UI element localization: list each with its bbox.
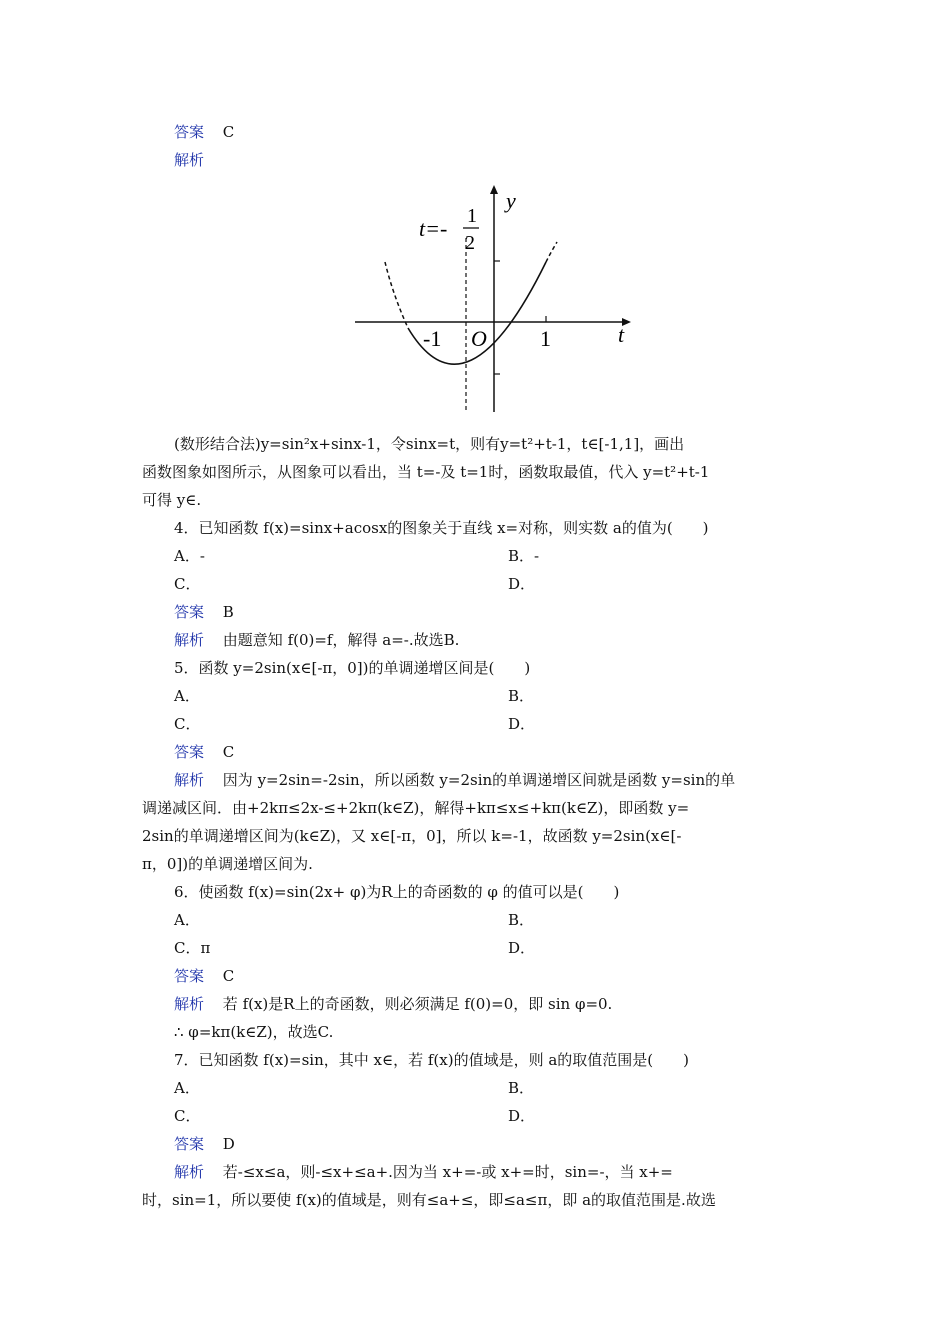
q5-answer-line [174,742,234,762]
q7-analysis-line1 [174,1162,673,1182]
tick-1-label: 1 [540,326,551,351]
q6-option-a: A． [174,911,200,929]
answer-value: C [222,967,235,985]
origin-label: O [471,326,487,351]
answer-label: 答案 [174,967,205,985]
q7-option-d: D． [508,1107,536,1125]
q3-analysis-line1: (数形结合法)y=sin²x+sinx-1，令sinx=t，则有y=t²+t-1，t∈[-1,1]，画出 [174,435,685,453]
q3-analysis-line2: 函数图象如图所示，从图象可以看出，当 t=-及 t=1时，函数取最值，代入 y=t²+t-1 [142,463,710,481]
q5-analysis-line4: π，0])的单调递增区间为. [142,855,313,873]
q4-option-c: C． [174,575,201,593]
answer-label: 答案 [174,123,205,141]
parabola-graph [343,180,645,418]
q7-option-c: C． [174,1107,201,1125]
answer-value: C [222,123,235,141]
answer-label: 答案 [174,743,205,761]
analysis-label: 解析 [174,631,205,649]
analysis-text: 因为 y=2sin=-2sin，所以函数 y=2sin的单调递增区间就是函数 y=sin的单 [222,771,736,789]
analysis-label: 解析 [174,1163,205,1181]
q4-option-d: D． [508,575,536,593]
q7-answer-line [174,1134,235,1154]
q6-option-c: C．π [174,939,211,957]
analysis-label: 解析 [174,995,205,1013]
analysis-label: 解析 [174,771,205,789]
q6-analysis-line1 [174,994,612,1014]
q5-option-c: C． [174,715,201,733]
analysis-text: 若-≤x≤a，则-≤x+≤a+.因为当 x+=-或 x+=时，sin=-，当 x+= [222,1163,673,1181]
q5-stem: 5．函数 y=2sin(x∈[-π，0])的单调递增区间是( ) [174,659,531,677]
vline-label: t=- [419,216,448,241]
t-axis-label: t [618,322,625,347]
q7-analysis-line2: 时，sin=1，所以要使 f(x)的值域是，则有≤a+≤，即≤a≤π，即 a的取值范围是.故选 [142,1191,716,1209]
analysis-text: 由题意知 f(0)=f，解得 a=-.故选B. [222,631,460,649]
vline-num: 1 [467,205,477,227]
answer-value: D [222,1135,235,1153]
q6-option-d: D． [508,939,536,957]
parabola-dashed-right [546,242,557,262]
q4-option-a: A．- [174,547,205,565]
q4-option-b: B．- [508,547,540,565]
analysis-label: 解析 [174,151,205,169]
q3-analysis-line3: 可得 y∈. [142,491,202,509]
q4-answer-line [174,602,234,622]
answer-label: 答案 [174,1135,205,1153]
q6-stem: 6．使函数 f(x)=sin(2x+ φ)为R上的奇函数的 φ 的值可以是( ) [174,883,620,901]
q3-answer-line [174,122,234,142]
q4-stem: 4．已知函数 f(x)=sinx+acosx的图象关于直线 x=对称，则实数 a的值为( ) [174,519,709,537]
vline-den: 2 [465,232,475,254]
q5-analysis-line2: 调递减区间．由+2kπ≤2x-≤+2kπ(k∈Z)，解得+kπ≤x≤+kπ(k∈Z)，即函数 y= [142,799,690,817]
tick-neg1-label: -1 [423,326,442,351]
q7-option-a: A． [174,1079,200,1097]
parabola-figure [343,180,645,418]
q5-option-b: B． [508,687,535,705]
answer-value: B [222,603,234,621]
q6-answer-line [174,966,234,986]
q5-option-a: A． [174,687,200,705]
answer-value: C [222,743,235,761]
q6-analysis-line2: ∴ φ=kπ(k∈Z)，故选C. [174,1023,334,1041]
q5-option-d: D． [508,715,536,733]
q7-option-b: B． [508,1079,535,1097]
parabola-dashed-left [385,262,408,328]
q5-analysis-line1 [174,770,735,790]
q3-analysis-heading [174,150,204,170]
q7-stem: 7．已知函数 f(x)=sin，其中 x∈，若 f(x)的值域是，则 a的取值范围是( ) [174,1051,689,1069]
q4-analysis-line [174,630,459,650]
q5-analysis-line3: 2sin的单调递增区间为(k∈Z)，又 x∈[-π，0]，所以 k=-1，故函数 y=2sin(x∈[- [142,827,682,845]
answer-label: 答案 [174,603,205,621]
y-axis-label: y [506,188,516,213]
analysis-text: 若 f(x)是R上的奇函数，则必须满足 f(0)=0，即 sin φ=0. [222,995,613,1013]
y-axis-arrow [490,185,498,194]
q6-option-b: B． [508,911,535,929]
